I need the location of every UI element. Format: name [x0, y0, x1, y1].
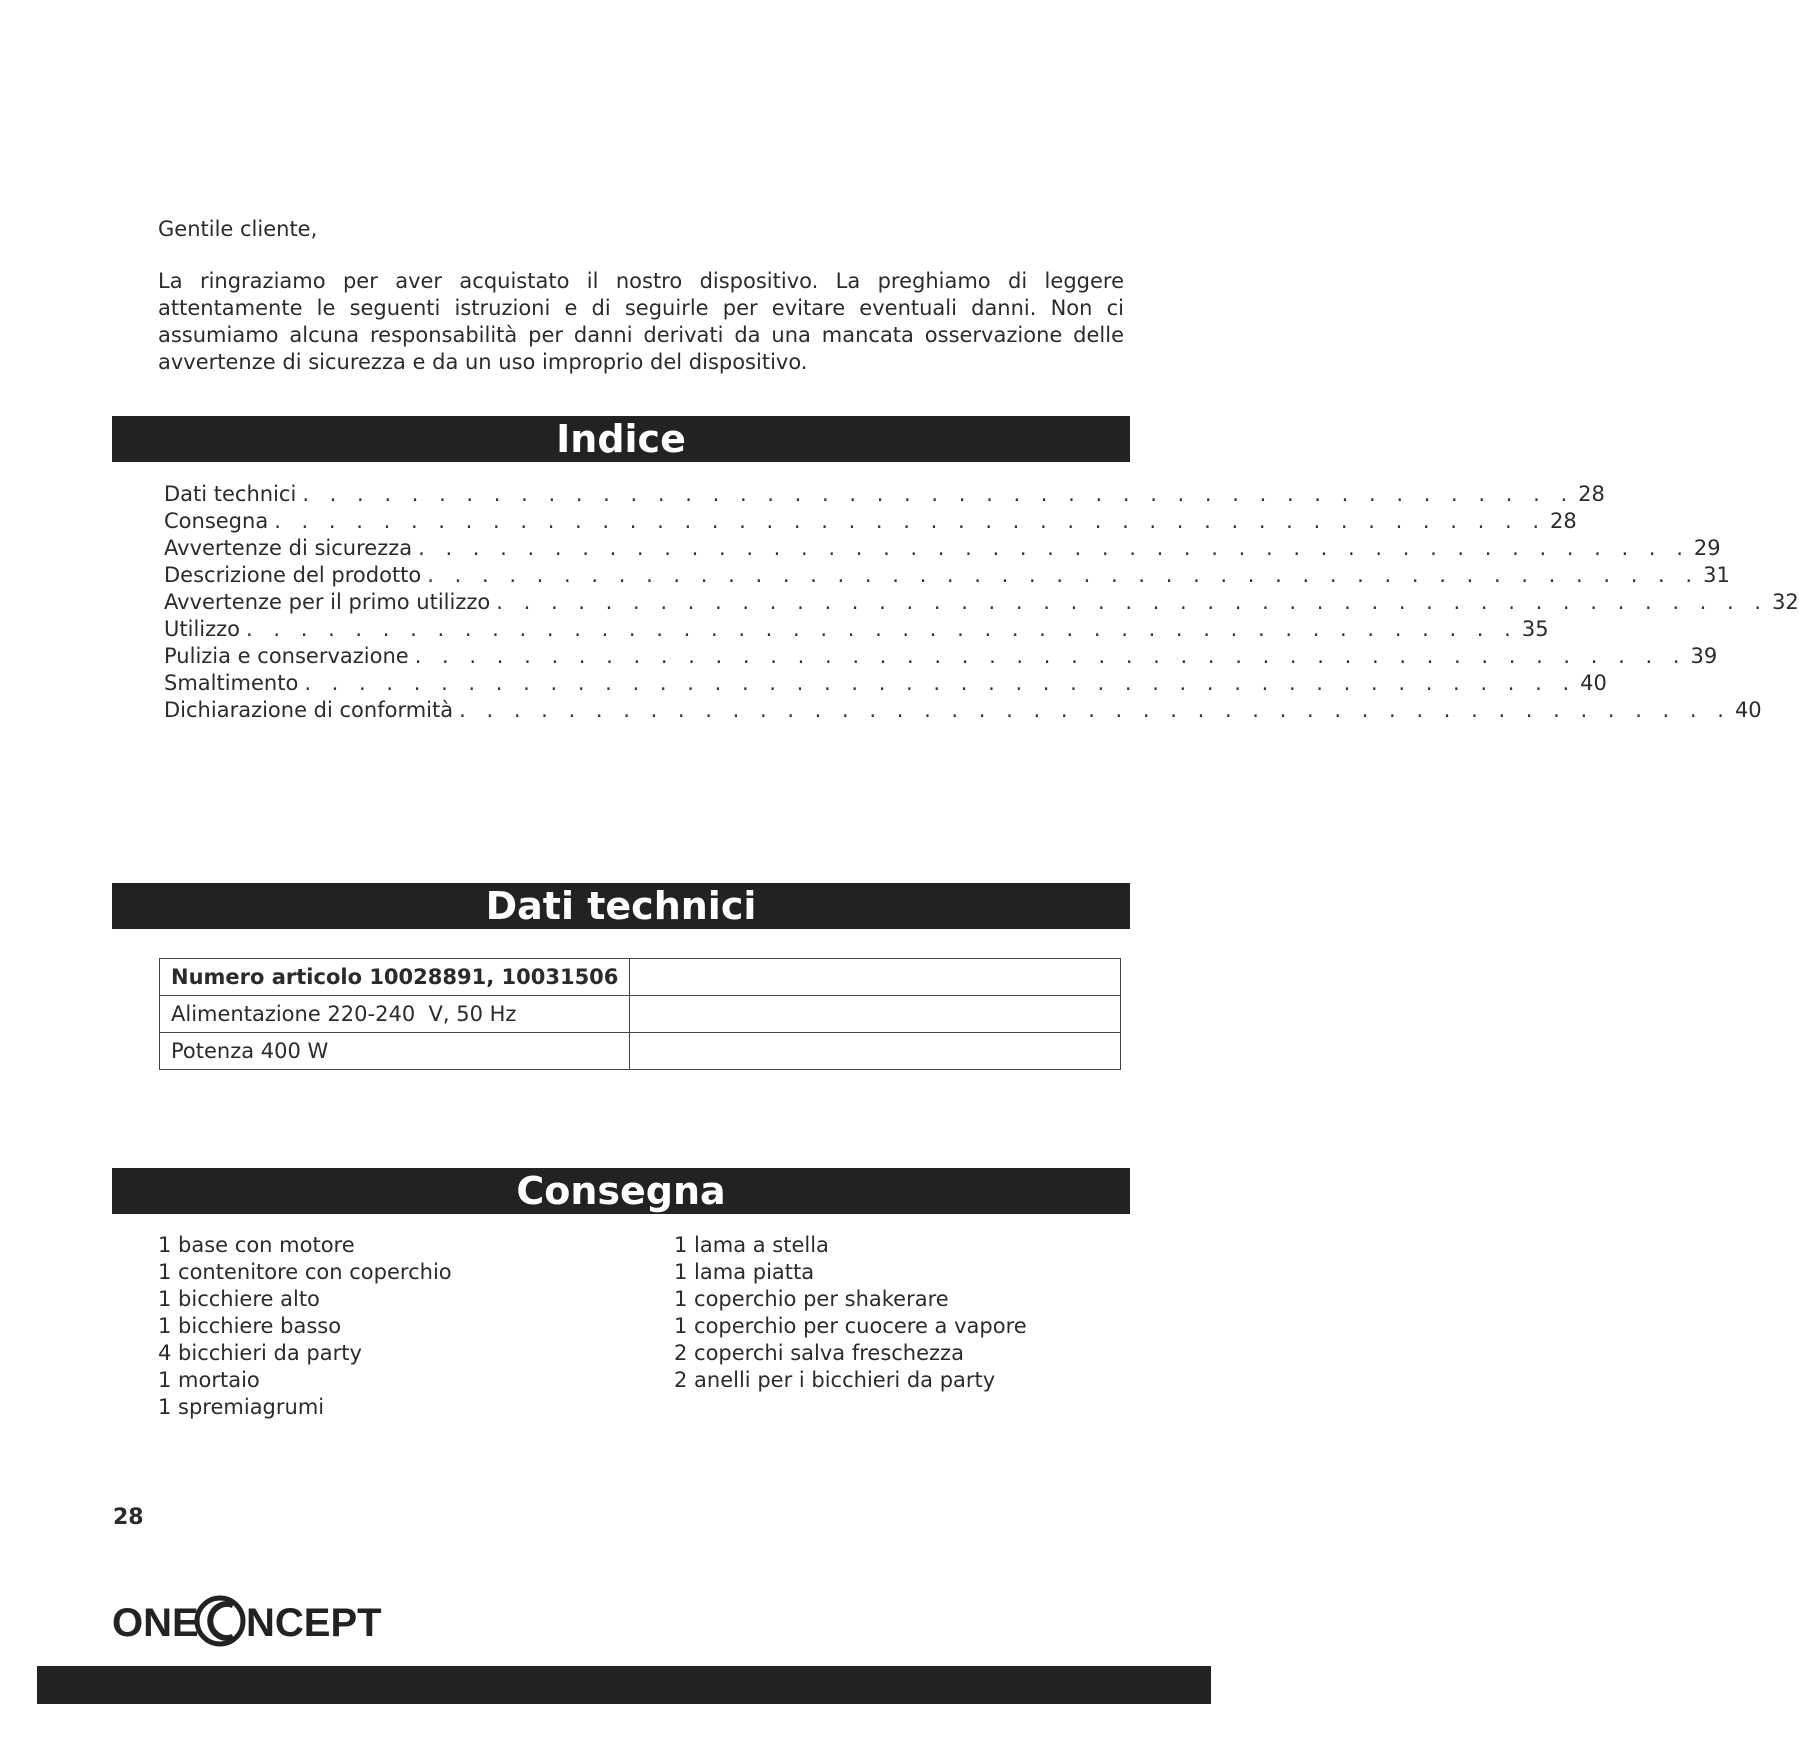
spec-value: [630, 1033, 1121, 1070]
toc-leader: . . . . . . . . . . . . . . . . . . . . . . . . . . . . . . . . . . . . . . . . . . . . . . .: [246, 617, 1518, 641]
list-item: 2 coperchi salva freschezza: [674, 1341, 964, 1365]
list-item: 1 coperchio per cuocere a vapore: [674, 1314, 1027, 1338]
spec-label: Potenza 400 W: [160, 1033, 630, 1070]
toc-leader: . . . . . . . . . . . . . . . . . . . . . . . . . . . . . . . . . . . . . . . . . . . . . . .: [459, 698, 1731, 722]
list-item: 1 lama piatta: [674, 1260, 815, 1284]
specs-table: [159, 958, 1121, 1070]
spec-label: Alimentazione 220-240 V, 50 Hz: [160, 996, 630, 1033]
toc-leader: . . . . . . . . . . . . . . . . . . . . . . . . . . . . . . . . . . . . . . . . . . . . . . .: [274, 509, 1547, 533]
table-of-contents: [164, 481, 1799, 724]
svg-text:ONE: ONE: [112, 1601, 199, 1645]
toc-page: 28: [1578, 482, 1605, 506]
delivery-list-right: [674, 1232, 1027, 1394]
toc-page: 31: [1703, 563, 1730, 587]
toc-page: 32: [1772, 590, 1799, 614]
toc-row[interactable]: [164, 535, 1721, 562]
list-item: 1 mortaio: [158, 1368, 260, 1392]
toc-row[interactable]: [164, 697, 1762, 724]
list-item: 1 contenitore con coperchio: [158, 1260, 452, 1284]
toc-row[interactable]: [164, 643, 1718, 670]
toc-leader: . . . . . . . . . . . . . . . . . . . . . . . . . . . . . . . . . . . . . . . . . . . . . . .: [302, 482, 1575, 506]
greeting: Gentile cliente,: [158, 217, 318, 241]
page-number: 28: [113, 1505, 144, 1530]
toc-label: Avvertenze per il primo utilizzo: [164, 590, 491, 614]
toc-row[interactable]: [164, 562, 1730, 589]
section-header-delivery: Consegna: [112, 1168, 1130, 1214]
toc-label: Pulizia e conservazione: [164, 644, 409, 668]
toc-label: Smaltimento: [164, 671, 299, 695]
toc-row[interactable]: [164, 481, 1605, 508]
list-item: 1 base con motore: [158, 1233, 355, 1257]
list-item: 1 spremiagrumi: [158, 1395, 325, 1419]
toc-label: Descrizione del prodotto: [164, 563, 422, 587]
spec-label: Numero articolo 10028891, 10031506: [160, 959, 630, 996]
toc-row[interactable]: [164, 616, 1549, 643]
toc-label: Consegna: [164, 509, 269, 533]
list-item: 1 bicchiere alto: [158, 1287, 320, 1311]
list-item: 4 bicchieri da party: [158, 1341, 362, 1365]
list-item: 1 bicchiere basso: [158, 1314, 342, 1338]
spec-value: [630, 959, 1121, 996]
oneconcept-logo: [112, 1592, 392, 1652]
toc-leader: . . . . . . . . . . . . . . . . . . . . . . . . . . . . . . . . . . . . . . . . . . . . . . .: [418, 536, 1690, 560]
toc-row[interactable]: [164, 508, 1577, 535]
list-item: 2 anelli per i bicchieri da party: [674, 1368, 996, 1392]
toc-label: Avvertenze di sicurezza: [164, 536, 413, 560]
toc-leader: . . . . . . . . . . . . . . . . . . . . . . . . . . . . . . . . . . . . . . . . . . . . . . .: [304, 671, 1577, 695]
intro-paragraph: La ringraziamo per aver acquistato il nostro dispositivo. La preghiamo di leggere attentamente le seguenti istruzioni e di seguirle per evitare eventuali danni. Non ci assumiamo alcuna responsabilità per danni derivati da una mancata osservazione delle avvertenze di sicurezza e da un uso improprio del dispositivo.: [158, 269, 1124, 374]
toc-page: 39: [1690, 644, 1718, 668]
toc-page: 40: [1734, 698, 1762, 722]
toc-page: 28: [1550, 509, 1577, 533]
toc-row[interactable]: [164, 670, 1607, 697]
toc-row[interactable]: [164, 589, 1799, 616]
toc-page: 35: [1521, 617, 1549, 641]
svg-text:NCEPT: NCEPT: [246, 1601, 382, 1645]
table-row: [160, 1033, 1121, 1070]
toc-leader: . . . . . . . . . . . . . . . . . . . . . . . . . . . . . . . . . . . . . . . . . . . . . . .: [427, 563, 1700, 587]
toc-leader: . . . . . . . . . . . . . . . . . . . . . . . . . . . . . . . . . . . . . . . . . . . . . . .: [496, 590, 1769, 614]
spec-value: [630, 996, 1121, 1033]
list-item: 1 lama a stella: [674, 1233, 829, 1257]
table-row: [160, 959, 1121, 996]
table-row: [160, 996, 1121, 1033]
toc-label: Dati technici: [164, 482, 297, 506]
toc-label: Utilizzo: [164, 617, 241, 641]
section-header-tech: Dati technici: [112, 883, 1130, 929]
delivery-list-left: [158, 1232, 452, 1421]
section-header-index: Indice: [112, 416, 1130, 462]
toc-label: Dichiarazione di conformità: [164, 698, 454, 722]
footer-bar: [37, 1666, 1211, 1704]
toc-leader: . . . . . . . . . . . . . . . . . . . . . . . . . . . . . . . . . . . . . . . . . . . . . . .: [414, 644, 1687, 668]
list-item: 1 coperchio per shakerare: [674, 1287, 949, 1311]
toc-page: 40: [1580, 671, 1607, 695]
toc-page: 29: [1693, 536, 1721, 560]
